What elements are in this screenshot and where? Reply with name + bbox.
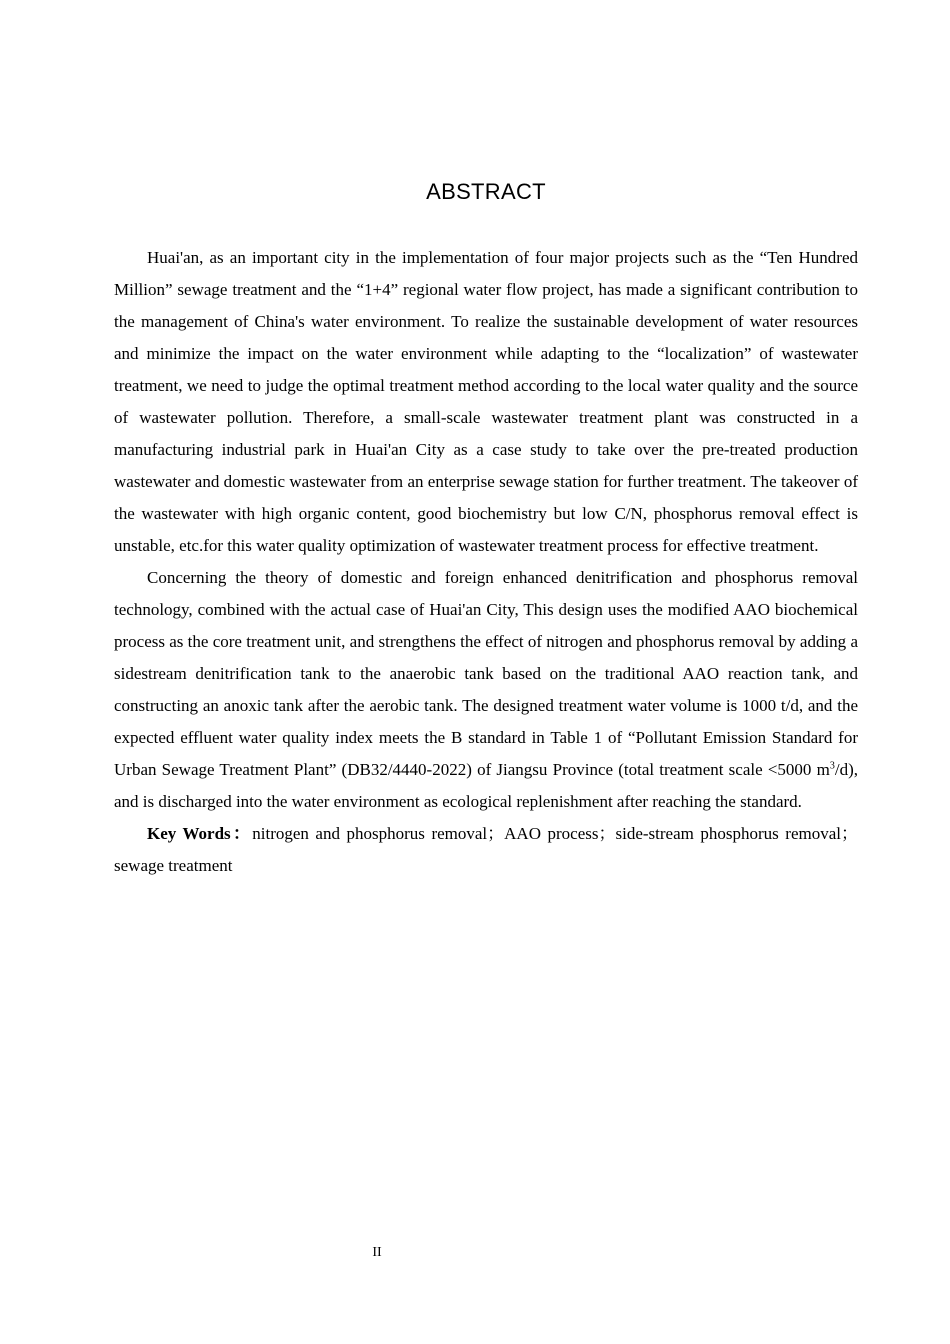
keywords-line bbox=[114, 818, 858, 882]
paragraph-2-text-end: /d), and is discharged into the water environment as ecological replenishment after reaching the standard. bbox=[114, 760, 858, 811]
keywords-label: Key Words： bbox=[147, 824, 253, 843]
abstract-paragraph-2 bbox=[114, 562, 858, 818]
keywords-text: nitrogen and phosphorus removal；AAO process；side-stream phosphorus removal；sewage treatment bbox=[114, 824, 859, 875]
abstract-paragraph-1: Huai'an, as an important city in the implementation of four major projects such as the “Ten Hundred Million” sewage treatment and the “1+4” regional water flow project, has made a significant contribution to the management of China's water environment. To realize the sustainable development of water resources and minimize the impact on the water environment while adapting to the “localization” of wastewater treatment, we need to judge the optimal treatment method according to the local water quality and the source of wastewater pollution. Therefore, a small-scale wastewater treatment plant was constructed in a manufacturing industrial park in Huai'an City as a case study to take over the pre-treated production wastewater and domestic wastewater from an enterprise sewage station for further treatment. The takeover of the wastewater with high organic content, good biochemistry but low C/N, phosphorus removal effect is unstable, etc.for this water quality optimization of wastewater treatment process for effective treatment. bbox=[114, 248, 858, 555]
superscript-exponent: 3 bbox=[829, 760, 835, 772]
abstract-body bbox=[114, 242, 858, 882]
paragraph-2-text: Concerning the theory of domestic and foreign enhanced denitrification and phosphorus removal technology, combined with the actual case of Huai'an City, This design uses the modified AAO biochemical process as the core treatment unit, and strengthens the effect of nitrogen and phosphorus removal by adding a sidestream denitrification tank to the anaerobic tank based on the traditional AAO reaction tank, and constructing an anoxic tank after the aerobic tank. The designed treatment water volume is 1000 t/d, and the expected effluent water quality index meets the B standard in Table 1 of “Pollutant Emission Standard for Urban Sewage Treatment Plant” (DB32/4440-2022) of Jiangsu Province (total treatment scale <5000 m bbox=[114, 568, 858, 779]
page-number: II bbox=[372, 1245, 382, 1260]
page-title: ABSTRACT bbox=[426, 179, 546, 204]
